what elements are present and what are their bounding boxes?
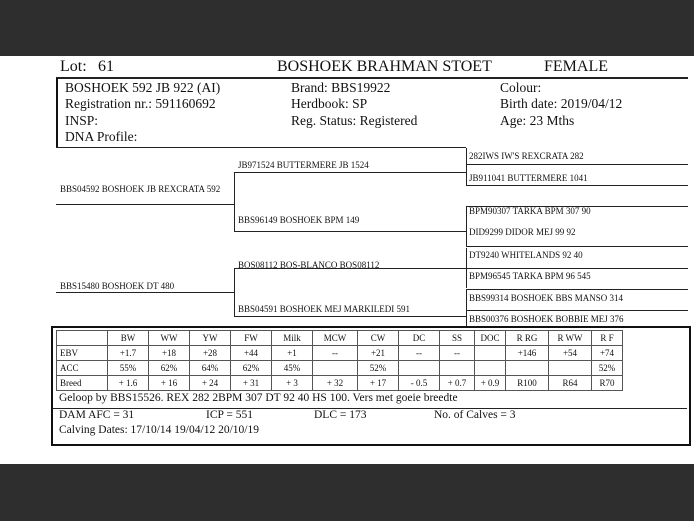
row-label: ACC bbox=[57, 361, 108, 376]
dna-profile-label: DNA Profile: bbox=[65, 129, 138, 144]
info-bottom-rule bbox=[56, 147, 466, 148]
ss-line bbox=[234, 172, 466, 173]
colour: Colour: bbox=[500, 80, 542, 95]
header-cw: CW bbox=[358, 331, 399, 346]
cell: +74 bbox=[592, 346, 623, 361]
cell bbox=[440, 361, 475, 376]
cell: -- bbox=[440, 346, 475, 361]
sire-dam-name: BBS96149 BOSHOEK BPM 149 bbox=[238, 215, 360, 225]
breeder-name: BOSHOEK BRAHMAN STOET bbox=[277, 58, 492, 75]
cell: + 17 bbox=[358, 376, 399, 391]
sire-name: BBS04592 BOSHOEK JB REXCRATA 592 bbox=[60, 184, 221, 194]
ggp-line-6 bbox=[466, 289, 688, 290]
dam-name: BBS15480 BOSHOEK DT 480 bbox=[60, 281, 175, 291]
header-mcw: MCW bbox=[313, 331, 358, 346]
dam-afc: DAM AFC = 31 bbox=[59, 409, 135, 421]
remarks-rule bbox=[53, 408, 687, 409]
registration-status: Reg. Status: Registered bbox=[291, 113, 418, 128]
registration-number: Registration nr.: 591160692 bbox=[65, 96, 216, 111]
cell: R70 bbox=[592, 376, 623, 391]
bottom-dark-band bbox=[0, 464, 694, 521]
cell: 55% bbox=[108, 361, 149, 376]
cell: R100 bbox=[506, 376, 549, 391]
cell: 52% bbox=[358, 361, 399, 376]
header-ss: SS bbox=[440, 331, 475, 346]
lot-label: Lot: bbox=[60, 58, 87, 75]
performance-row-breed bbox=[57, 376, 623, 391]
performance-row-acc bbox=[57, 361, 623, 376]
cell: +1 bbox=[272, 346, 313, 361]
cell: + 0.9 bbox=[475, 376, 506, 391]
ggp-7: BBS99314 BOSHOEK BBS MANSO 314 bbox=[469, 293, 624, 303]
cell: +54 bbox=[549, 346, 592, 361]
cell: + 32 bbox=[313, 376, 358, 391]
herdbook: Herdbook: SP bbox=[291, 96, 368, 111]
header-milk: Milk bbox=[272, 331, 313, 346]
brand: Brand: BBS19922 bbox=[291, 80, 391, 95]
sire-line bbox=[56, 204, 234, 205]
cell: + 31 bbox=[231, 376, 272, 391]
dam-connector bbox=[234, 268, 235, 317]
animal-name: BOSHOEK 592 JB 922 (AI) bbox=[65, 80, 221, 95]
ggp-6: BPM96545 TARKA BPM 96 545 bbox=[469, 271, 591, 281]
dam-sire-name: BOS08112 BOS-BLANCO BOS08112 bbox=[238, 260, 380, 270]
cell: 45% bbox=[272, 361, 313, 376]
cell: + 24 bbox=[190, 376, 231, 391]
header-ww: WW bbox=[149, 331, 190, 346]
number-of-calves: No. of Calves = 3 bbox=[434, 409, 516, 421]
cell bbox=[475, 361, 506, 376]
ggp-1: 282IWS IW'S REXCRATA 282 bbox=[469, 151, 584, 161]
cell: 62% bbox=[231, 361, 272, 376]
performance-table bbox=[56, 330, 623, 391]
age: Age: 23 Mths bbox=[500, 113, 575, 128]
cell: +18 bbox=[149, 346, 190, 361]
cell bbox=[475, 346, 506, 361]
cell: + 1.6 bbox=[108, 376, 149, 391]
cell: 62% bbox=[149, 361, 190, 376]
ggp-2: JB911041 BUTTERMERE 1041 bbox=[469, 173, 588, 183]
cell: - 0.5 bbox=[399, 376, 440, 391]
cell bbox=[549, 361, 592, 376]
dlc: DLC = 173 bbox=[314, 409, 367, 421]
dam-line bbox=[56, 292, 234, 293]
cell: +21 bbox=[358, 346, 399, 361]
lot-number: 61 bbox=[98, 58, 114, 75]
cell bbox=[313, 361, 358, 376]
ggp-connector-2 bbox=[466, 206, 467, 246]
header-yw: YW bbox=[190, 331, 231, 346]
cell: +44 bbox=[231, 346, 272, 361]
header-blank-cell bbox=[57, 331, 108, 346]
cell: + 0.7 bbox=[440, 376, 475, 391]
ggp-connector-4 bbox=[466, 290, 467, 326]
cell: + 3 bbox=[272, 376, 313, 391]
birth-date: Birth date: 2019/04/12 bbox=[500, 96, 623, 111]
ggp-line-7 bbox=[466, 310, 688, 311]
ggp-3: BPM90307 TARKA BPM 307 90 bbox=[469, 206, 591, 216]
insp-label: INSP: bbox=[65, 113, 99, 128]
ggp-5: DT9240 WHITELANDS 92 40 bbox=[469, 250, 583, 260]
sire-connector bbox=[234, 172, 235, 232]
ggp-line-5 bbox=[466, 268, 688, 269]
header-r-rg: R RG bbox=[506, 331, 549, 346]
cell: + 16 bbox=[149, 376, 190, 391]
cell: -- bbox=[313, 346, 358, 361]
performance-row-ebv bbox=[57, 346, 623, 361]
sire-sire-name: JB971524 BUTTERMERE JB 1524 bbox=[238, 160, 369, 170]
ggp-line-1 bbox=[466, 164, 688, 165]
performance-header-row bbox=[57, 331, 623, 346]
header-r-ww: R WW bbox=[549, 331, 592, 346]
header-dc: DC bbox=[399, 331, 440, 346]
row-label: Breed bbox=[57, 376, 108, 391]
lot-catalogue-page bbox=[0, 56, 694, 464]
top-dark-band bbox=[0, 0, 694, 56]
cell: 52% bbox=[592, 361, 623, 376]
cell bbox=[399, 361, 440, 376]
cell: +146 bbox=[506, 346, 549, 361]
ggp-line-4 bbox=[466, 246, 688, 247]
ggp-line-2 bbox=[466, 185, 688, 186]
cell: +1.7 bbox=[108, 346, 149, 361]
sd-line bbox=[234, 231, 466, 232]
header-doc: DOC bbox=[475, 331, 506, 346]
header-r-f: R F bbox=[592, 331, 623, 346]
cell: 64% bbox=[190, 361, 231, 376]
cell: -- bbox=[399, 346, 440, 361]
ggp-8: BBS00376 BOSHOEK BOBBIE MEJ 376 bbox=[469, 314, 624, 324]
ggp-connector-1 bbox=[466, 148, 467, 186]
cell: R64 bbox=[549, 376, 592, 391]
header-bw: BW bbox=[108, 331, 149, 346]
row-label: EBV bbox=[57, 346, 108, 361]
header-fw: FW bbox=[231, 331, 272, 346]
dd-line bbox=[234, 316, 466, 317]
ggp-4: DID9299 DIDOR MEJ 99 92 bbox=[469, 227, 576, 237]
icp: ICP = 551 bbox=[206, 409, 253, 421]
info-box-edge bbox=[56, 78, 688, 148]
cell bbox=[506, 361, 549, 376]
calving-dates: Calving Dates: 17/10/14 19/04/12 20/10/19 bbox=[59, 424, 259, 436]
dam-dam-name: BBS04591 BOSHOEK MEJ MARKILEDI 591 bbox=[238, 304, 411, 314]
sex-label: FEMALE bbox=[544, 58, 608, 75]
remarks-line: Geloop by BBS15526. REX 282 2BPM 307 DT 92 40 HS 100. Vers met goeie breedte bbox=[59, 392, 458, 404]
cell: +28 bbox=[190, 346, 231, 361]
